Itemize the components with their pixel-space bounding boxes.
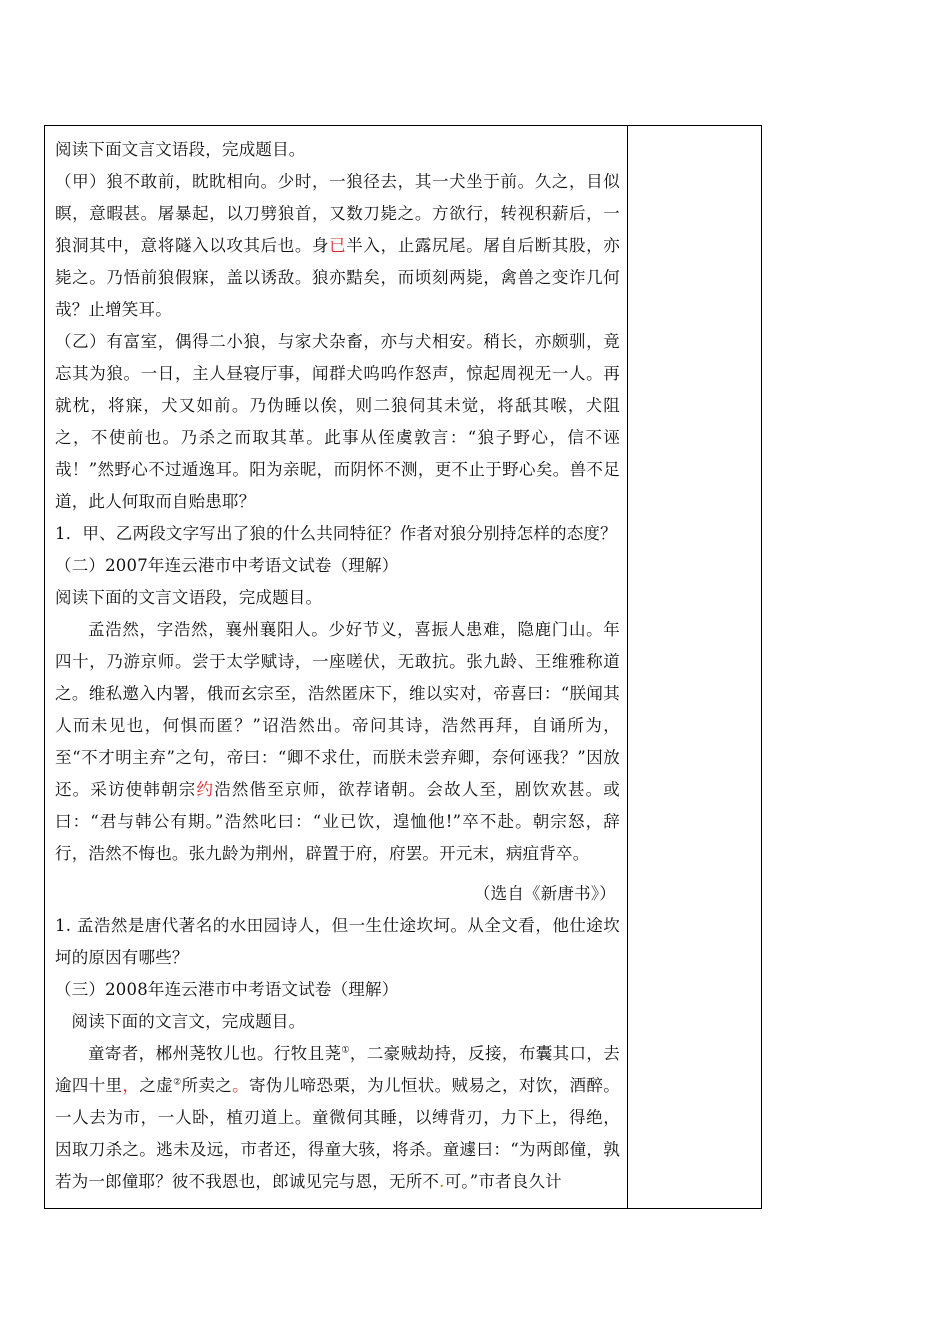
footnote-1: ① [341, 1045, 350, 1056]
section-2-heading: （二）2007年连云港市中考语文试卷（理解） [55, 556, 399, 575]
intro-2: 阅读下面的文言文语段，完成题目。 [55, 588, 323, 607]
column-divider [627, 126, 628, 1208]
intro-1: 阅读下面文言文语段，完成题目。 [55, 140, 306, 159]
source-citation: （选自《新唐书》） [473, 884, 616, 903]
document-table [44, 125, 762, 1209]
question-1-1: 1．甲、乙两段文字写出了狼的什么共同特征？作者对狼分别持怎样的态度？ [55, 524, 617, 543]
passage-meng: 孟浩然，字浩然，襄州襄阳人。少好节义，喜振人患难，隐鹿门山。年四十，乃游京师。尝于太学赋诗，一座嗟伏，无敢抗。张九龄、王维雅称道之。维私邀入内署，俄而玄宗至，浩然匿床下，维以实对，帝喜曰：“朕闻其人而未见也，何惧而匿？”诏浩然出。帝问其诗，浩然再拜，自诵所为，至“不才明主弃”之句，帝曰：“卿不求仕，而朕未尝弃卿，奈何诬我？”因放还。采访使韩朝宗约浩然偕至京师，欲荐诸朝。会故人至，剧饮欢甚。或曰：“君与韩公有期。”浩然叱曰：“业已饮，遑恤他!”卒不赴。朝宗怒，辞行，浩然不悔也。张九龄为荆州，辟置于府，府罢。开元末，病疽背卒。 [55, 620, 620, 863]
highlight-yue: 约 [196, 780, 215, 799]
intro-3: 阅读下面的文言文，完成题目。 [71, 1012, 306, 1031]
main-cell [55, 134, 620, 1198]
passage-yi: （乙）有富室，偶得二小狼，与家犬杂畜，亦与犬相安。稍长，亦颇驯，竟忘其为狼。一日，主人昼寝厅事，闻群犬呜呜作怒声，惊起周视无一人。再就枕，将寐，犬又如前。乃伪睡以俟，则二狼伺其未觉，将舐其喉，犬阻之，不使前也。乃杀之而取其革。此事从侄虞敦言：“狼子野心，信不诬哉！”然野心不过遁逸耳。阳为亲昵，而阴怀不测，更不止于野心矣。兽不足道，此人何取而自贻患耶？ [55, 332, 620, 511]
highlight-yi: 已 [329, 236, 347, 255]
footnote-2: ② [173, 1077, 182, 1088]
passage-jia: （甲）狼不敢前，眈眈相向。少时，一狼径去，其一犬坐于前。久之，目似瞑，意暇甚。屠暴起，以刀劈狼首，又数刀毙之。方欲行，转视积薪后，一狼洞其中，意将隧入以攻其后也。身已半入，止露尻尾。屠自后断其股，亦毙之。乃悟前狼假寐，盖以诱敌。狼亦黠矣，而顷刻两毙，禽兽之变诈几何哉？止增笑耳。 [55, 172, 621, 319]
section-3-heading: （三）2008年连云港市中考语文试卷（理解） [55, 980, 399, 999]
passage-tong: 童寄者，郴州荛牧儿也。行牧且荛①，二豪贼劫持，反接，布囊其口，去逾四十里，之虚②所卖之。寄伪儿啼恐栗，为儿恒状。贼易之，对饮，酒醉。一人去为市，一人卧，植刃道上。童微伺其睡，以缚背刃，力下上，得绝，因取刀杀之。逃未及远，市者还，得童大骇，将杀。童遽曰：“为两郎僮，孰若为一郎僮耶？彼不我恩也，郎诚见完与恩，无所不.可。”市者良久计 [55, 1044, 621, 1191]
question-2-1: 1. 孟浩然是唐代著名的水田园诗人，但一生仕途坎坷。从全文看，他仕途坎坷的原因有哪些？ [55, 916, 620, 967]
